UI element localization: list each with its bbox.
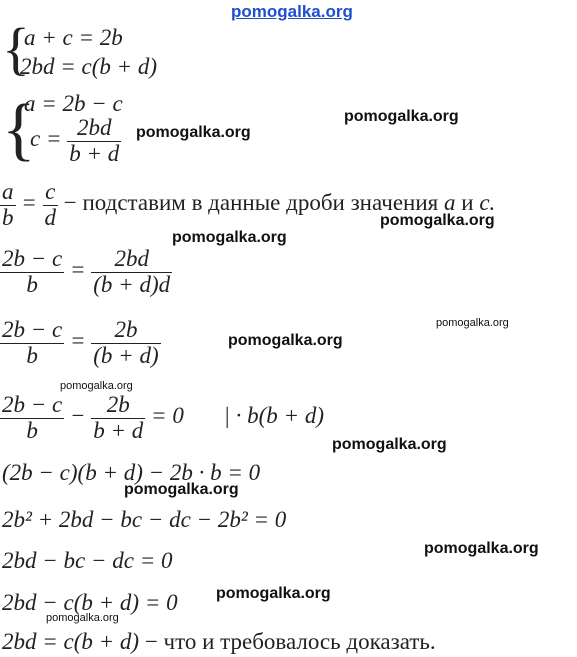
watermark: pomogalka.org xyxy=(60,380,133,392)
variable-a: a xyxy=(444,189,456,215)
denominator: b xyxy=(2,205,14,230)
step11-line xyxy=(2,630,436,653)
equals-sign: = xyxy=(69,327,86,353)
fraction xyxy=(67,116,121,165)
numerator: a xyxy=(2,179,14,204)
numerator: 2bd xyxy=(77,115,112,140)
fraction xyxy=(91,318,160,367)
fraction xyxy=(43,180,59,229)
system2-line1: a = 2b − c xyxy=(24,91,123,116)
fraction xyxy=(0,247,64,296)
final-equation: 2bd = c(b + d) xyxy=(2,629,140,654)
numerator: 2b − c xyxy=(2,392,63,417)
numerator: 2b xyxy=(114,317,138,342)
watermark: pomogalka.org xyxy=(216,585,331,602)
denominator: b + d xyxy=(93,418,144,443)
conjunction: и xyxy=(461,189,474,215)
multiplier-note: | · b(b + d) xyxy=(223,402,324,428)
watermark: pomogalka.org xyxy=(380,212,495,229)
system-brace: { xyxy=(2,16,30,81)
system2-lhs: c = xyxy=(30,125,62,151)
numerator: 2b − c xyxy=(2,246,63,271)
watermark: pomogalka.org xyxy=(136,124,251,141)
step7-line: (2b − c)(b + d) − 2b · b = 0 xyxy=(2,460,261,485)
step5-line xyxy=(0,318,161,367)
watermark: pomogalka.org xyxy=(124,481,239,498)
fraction xyxy=(0,393,64,442)
variable-c: c. xyxy=(479,189,496,215)
minus-sign: − xyxy=(69,402,86,428)
step8-line: 2b² + 2bd − bc − dc − 2b² = 0 xyxy=(2,507,287,532)
watermark: pomogalka.org xyxy=(424,540,539,557)
equals-sign: = xyxy=(21,189,37,215)
watermark: pomogalka.org xyxy=(172,229,287,246)
watermark: pomogalka.org xyxy=(332,436,447,453)
numerator: c xyxy=(45,179,56,204)
system2-line2 xyxy=(30,116,121,165)
numerator: 2bd xyxy=(114,246,149,271)
conclusion-text: − что и требовалось доказать. xyxy=(144,629,436,654)
step9-line: 2bd − bc − dc = 0 xyxy=(2,548,173,573)
watermark-top[interactable]: pomogalka.org xyxy=(231,2,353,21)
denominator: b xyxy=(0,272,64,296)
step4-line xyxy=(0,247,172,296)
equals-zero: = 0 xyxy=(151,402,184,428)
denominator: b xyxy=(0,418,64,442)
step10-line: 2bd − c(b + d) = 0 xyxy=(2,590,178,615)
step6-line xyxy=(0,393,324,442)
watermark: pomogalka.org xyxy=(436,317,509,329)
fraction xyxy=(0,318,64,367)
step3-line xyxy=(0,180,495,229)
watermark: pomogalka.org xyxy=(46,612,119,624)
numerator: 2b − c xyxy=(2,317,63,342)
equals-sign: = xyxy=(69,256,86,282)
system1-line2: 2bd = c(b + d) xyxy=(20,54,158,79)
watermark: pomogalka.org xyxy=(228,332,343,349)
step3-text: − подставим в данные дроби значения xyxy=(63,189,439,215)
fraction xyxy=(91,247,172,296)
system-brace: { xyxy=(2,91,36,168)
denominator: d xyxy=(44,205,57,230)
denominator: (b + d) xyxy=(93,343,159,368)
denominator: (b + d)d xyxy=(93,272,171,297)
system1-line1: a + c = 2b xyxy=(24,25,123,50)
watermark: pomogalka.org xyxy=(344,108,459,125)
denominator: b + d xyxy=(69,141,120,166)
fraction xyxy=(91,393,145,442)
numerator: 2b xyxy=(106,392,130,417)
fraction xyxy=(0,180,16,229)
denominator: b xyxy=(0,343,64,367)
